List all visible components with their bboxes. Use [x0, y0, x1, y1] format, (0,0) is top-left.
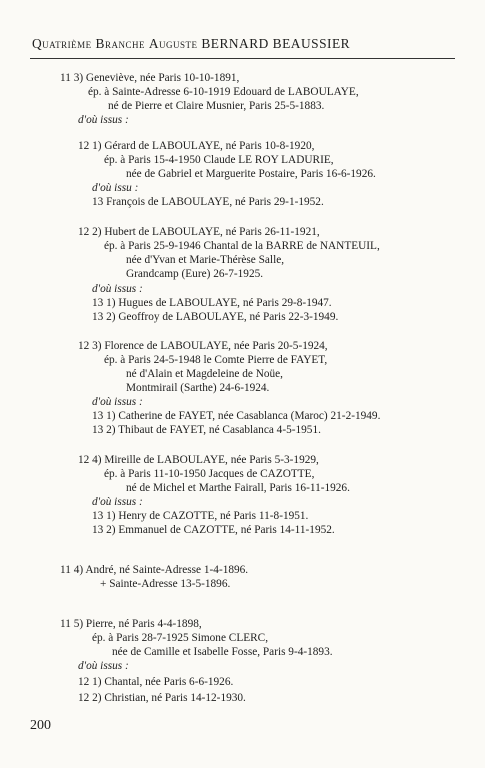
entry-line: ép. à Paris 24-5-1948 le Comte Pierre de FAYET,: [104, 354, 328, 366]
entry-line: née d'Yvan et Marie-Thérèse Salle,: [126, 254, 285, 266]
entry-line: d'où issus :: [92, 496, 143, 508]
entry-line: ép. à Sainte-Adresse 6-10-1919 Edouard de LABOULAYE,: [88, 86, 359, 98]
entry-line: Grandcamp (Eure) 26-7-1925.: [126, 268, 264, 280]
entry-line: 13 François de LABOULAYE, né Paris 29-1-1952.: [92, 196, 324, 208]
entry-line: 12 2) Hubert de LABOULAYE, né Paris 26-11-1921,: [78, 226, 320, 238]
entry-line: 11 3) Geneviève, née Paris 10-10-1891,: [60, 72, 240, 84]
entry-line: 11 5) Pierre, né Paris 4-4-1898,: [60, 618, 202, 630]
entry-line: 12 1) Gérard de LABOULAYE, né Paris 10-8-1920,: [78, 140, 315, 152]
entry-line: 13 2) Emmanuel de CAZOTTE, né Paris 14-11-1952.: [92, 524, 335, 536]
entry-line: née de Camille et Isabelle Fosse, Paris 9-4-1893.: [112, 646, 333, 658]
entry-line: née de Gabriel et Marguerite Postaire, Paris 16-6-1926.: [126, 168, 376, 180]
header-family: BERNARD BEAUSSIER: [201, 36, 351, 51]
header-branch: Quatrième Branche: [32, 36, 145, 51]
entry-line: ép. à Paris 15-4-1950 Claude LE ROY LADURIE,: [104, 154, 334, 166]
entry-line: 13 1) Catherine de FAYET, née Casablanca (Maroc) 21-2-1949.: [92, 410, 381, 422]
entry-line: né d'Alain et Magdeleine de Noüe,: [126, 368, 283, 380]
entry-line: 13 1) Hugues de LABOULAYE, né Paris 29-8-1947.: [92, 297, 332, 309]
entry-line: + Sainte-Adresse 13-5-1896.: [100, 578, 231, 590]
entry-line: d'où issu :: [92, 182, 139, 194]
running-header: [32, 36, 452, 52]
entry-line: né de Michel et Marthe Fairall, Paris 16-11-1926.: [126, 482, 350, 494]
entry-line: ép. à Paris 25-9-1946 Chantal de la BARRE de NANTEUIL,: [104, 240, 380, 252]
entry-line: 13 1) Henry de CAZOTTE, né Paris 11-8-1951.: [92, 510, 309, 522]
entry-line: ép. à Paris 28-7-1925 Simone CLERC,: [92, 632, 269, 644]
entry-line: 12 4) Mireille de LABOULAYE, née Paris 5-3-1929,: [78, 454, 319, 466]
header-auguste: Auguste: [148, 36, 198, 51]
entry-line: d'où issus :: [92, 283, 143, 295]
header-rule: [30, 58, 455, 59]
entry-line: ép. à Paris 11-10-1950 Jacques de CAZOTTE,: [104, 468, 315, 480]
entry-line: d'où issus :: [92, 396, 143, 408]
entry-line: d'où issus :: [78, 114, 129, 126]
page-number: 200: [30, 718, 51, 733]
entry-line: d'où issus :: [78, 660, 129, 672]
entry-line: Montmirail (Sarthe) 24-6-1924.: [126, 382, 270, 394]
entry-line: 12 2) Christian, né Paris 14-12-1930.: [78, 692, 246, 704]
entry-line: 13 2) Thibaut de FAYET, né Casablanca 4-5-1951.: [92, 424, 321, 436]
entry-line: né de Pierre et Claire Musnier, Paris 25-5-1883.: [108, 100, 325, 112]
entry-line: 13 2) Geoffroy de LABOULAYE, né Paris 22-3-1949.: [92, 311, 339, 323]
entry-line: 12 1) Chantal, née Paris 6-6-1926.: [78, 676, 234, 688]
entry-line: 11 4) André, né Sainte-Adresse 1-4-1896.: [60, 564, 249, 576]
entry-line: 12 3) Florence de LABOULAYE, née Paris 20-5-1924,: [78, 340, 328, 352]
